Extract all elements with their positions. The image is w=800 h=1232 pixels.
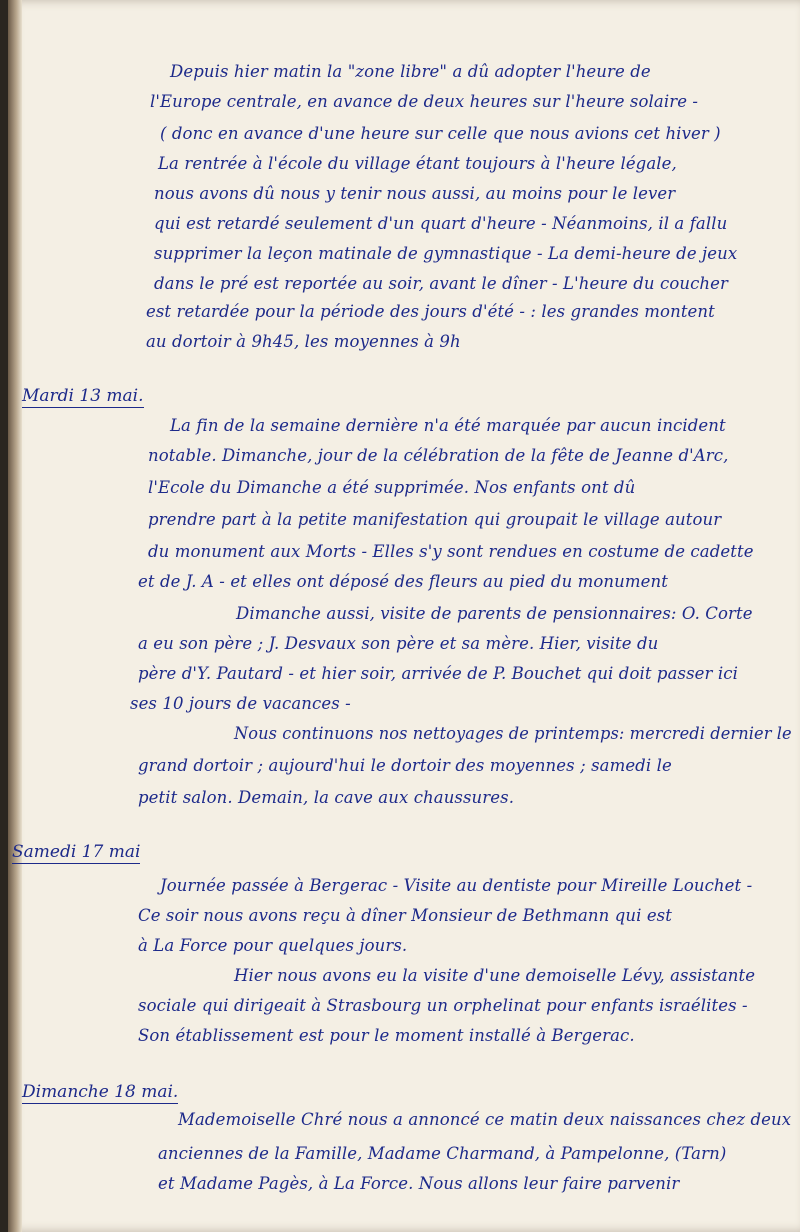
text-line: Hier nous avons eu la visite d'une demoiselle Lévy, assistante [234,966,756,985]
text-line: prendre part à la petite manifestation qui groupait le village autour [148,510,722,529]
text-line: sociale qui dirigeait à Strasbourg un orphelinat pour enfants israélites - [138,996,748,1015]
text-line: nous avons dû nous y tenir nous aussi, au moins pour le lever [154,184,676,203]
text-line: a eu son père ; J. Desvaux son père et sa mère. Hier, visite du [138,634,659,653]
text-line: La fin de la semaine dernière n'a été marquée par aucun incident [170,416,726,435]
text-line: petit salon. Demain, la cave aux chaussures. [138,788,515,807]
page-binding [8,0,22,1232]
text-line: Son établissement est pour le moment installé à Bergerac. [138,1026,635,1045]
text-line: grand dortoir ; aujourd'hui le dortoir des moyennes ; samedi le [138,756,672,775]
notebook-page [8,0,800,1232]
entry-date-heading: Dimanche 18 mai. [22,1082,179,1102]
text-line: Nous continuons nos nettoyages de printemps: mercredi dernier le [234,724,792,743]
text-line: et Madame Pagès, à La Force. Nous allons leur faire parvenir [158,1174,680,1193]
text-line: du monument aux Morts - Elles s'y sont rendues en costume de cadette [148,542,754,561]
entry-date-heading: Samedi 17 mai [12,842,141,862]
entry-date-heading: Mardi 13 mai. [22,386,144,406]
text-line: Dimanche aussi, visite de parents de pensionnaires: O. Corte [236,604,753,623]
text-line: La rentrée à l'école du village étant toujours à l'heure légale, [158,154,677,173]
text-line: notable. Dimanche, jour de la célébration de la fête de Jeanne d'Arc, [148,446,729,465]
text-line: l'Europe centrale, en avance de deux heures sur l'heure solaire - [150,92,699,111]
text-line: ses 10 jours de vacances - [130,694,351,713]
text-line: qui est retardé seulement d'un quart d'heure - Néanmoins, il a fallu [154,214,728,233]
text-line: dans le pré est reportée au soir, avant le dîner - L'heure du coucher [154,274,729,293]
text-line: au dortoir à 9h45, les moyennes à 9h [146,332,461,351]
text-line: est retardée pour la période des jours d'été - : les grandes montent [146,302,715,321]
text-line: Mademoiselle Chré nous a annoncé ce matin deux naissances chez deux [178,1110,792,1129]
text-line: à La Force pour quelques jours. [138,936,408,955]
text-line: l'Ecole du Dimanche a été supprimée. Nos enfants ont dû [148,478,636,497]
text-line: Ce soir nous avons reçu à dîner Monsieur de Bethmann qui est [138,906,672,925]
text-line: père d'Y. Pautard - et hier soir, arrivée de P. Bouchet qui doit passer ici [138,664,738,683]
text-line: supprimer la leçon matinale de gymnastique - La demi-heure de jeux [154,244,738,263]
text-line: Journée passée à Bergerac - Visite au dentiste pour Mireille Louchet - [160,876,753,895]
text-line: et de J. A - et elles ont déposé des fleurs au pied du monument [138,572,668,591]
text-line: Depuis hier matin la "zone libre" a dû adopter l'heure de [170,62,651,81]
text-line: anciennes de la Famille, Madame Charmand, à Pampelonne, (Tarn) [158,1144,727,1163]
text-line: ( donc en avance d'une heure sur celle que nous avions cet hiver ) [160,124,721,143]
